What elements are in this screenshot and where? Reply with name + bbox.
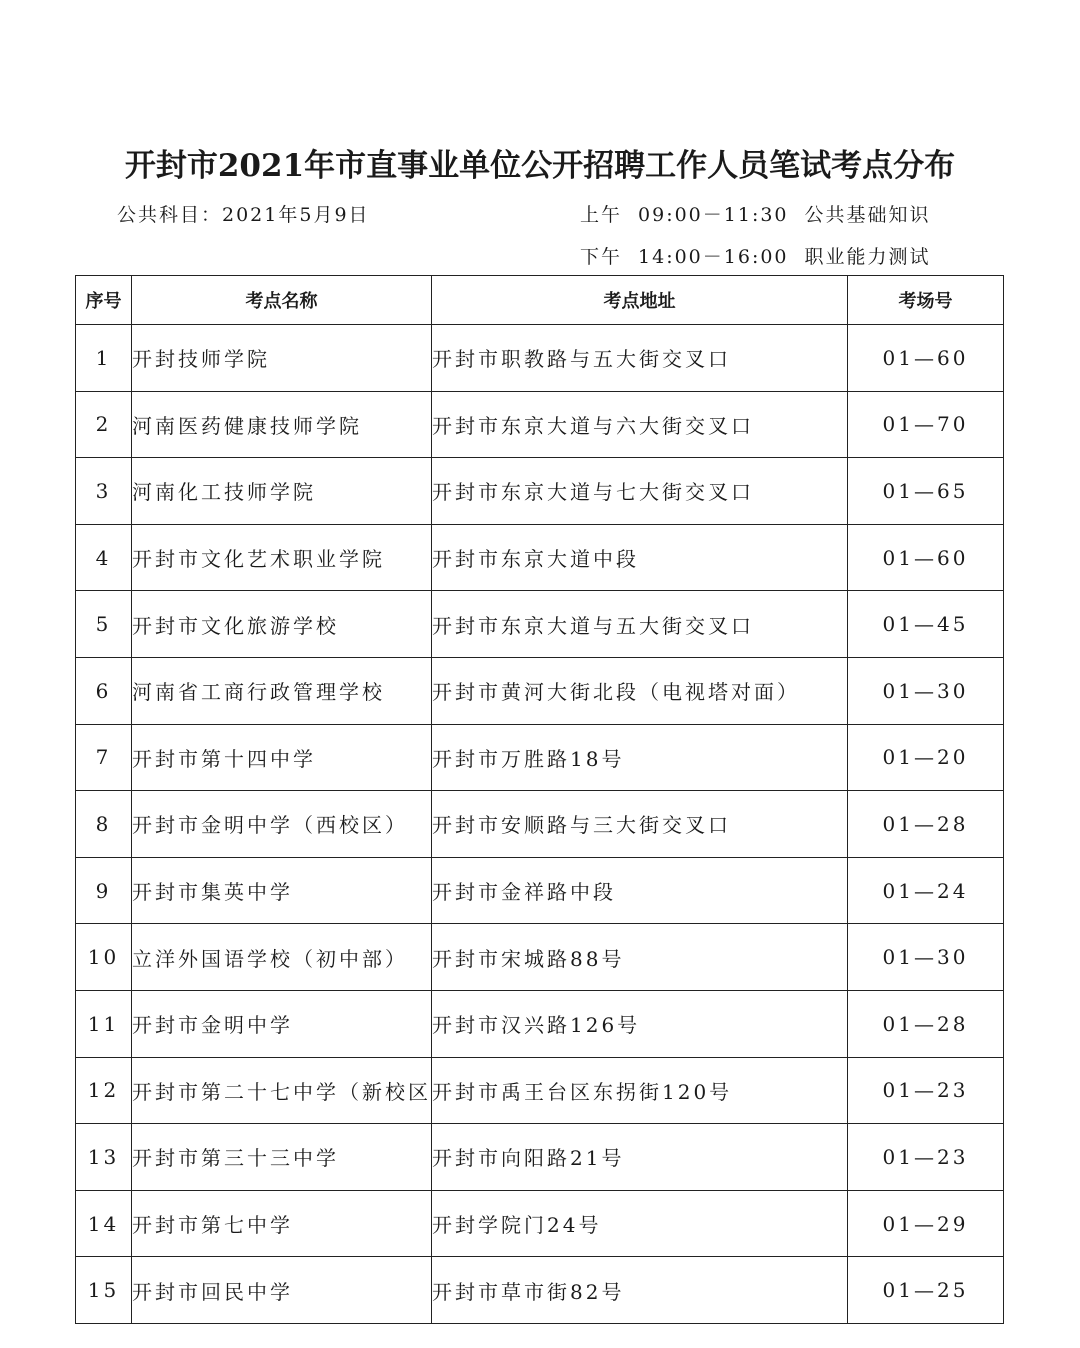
- cell-room-numbers: 01—60: [848, 325, 1004, 392]
- cell-site-address: 开封市东京大道与七大街交叉口: [432, 458, 848, 525]
- cell-room-numbers: 01—30: [848, 657, 1004, 724]
- table-row: [76, 591, 1004, 658]
- cell-site-name: 河南化工技师学院: [132, 458, 432, 525]
- cell-site-name: 河南医药健康技师学院: [132, 391, 432, 458]
- table-row: [76, 524, 1004, 591]
- header-site-name: 考点名称: [132, 276, 432, 325]
- cell-no: 1: [76, 325, 132, 392]
- document-title: 开封市2021年市直事业单位公开招聘工作人员笔试考点分布: [124, 148, 956, 184]
- cell-site-address: 开封市向阳路21号: [432, 1124, 848, 1191]
- session-time: 09:00－11:30: [638, 204, 789, 226]
- cell-site-name: 开封市文化旅游学校: [132, 591, 432, 658]
- cell-room-numbers: 01—60: [848, 524, 1004, 591]
- cell-no: 12: [76, 1057, 132, 1124]
- table-row: [76, 657, 1004, 724]
- cell-site-address: 开封市汉兴路126号: [432, 990, 848, 1057]
- cell-no: 5: [76, 591, 132, 658]
- cell-site-address: 开封市黄河大街北段（电视塔对面）: [432, 657, 848, 724]
- cell-no: 9: [76, 857, 132, 924]
- table-row: [76, 857, 1004, 924]
- cell-room-numbers: 01—23: [848, 1057, 1004, 1124]
- cell-site-name: 开封市第二十七中学（新校区: [132, 1057, 432, 1124]
- cell-site-name: 开封市金明中学: [132, 990, 432, 1057]
- header-room-numbers: 考场号: [848, 276, 1004, 325]
- cell-no: 13: [76, 1124, 132, 1191]
- cell-site-name: 开封市第十四中学: [132, 724, 432, 791]
- cell-site-address: 开封市禹王台区东拐街120号: [432, 1057, 848, 1124]
- session-period: 下午: [580, 246, 623, 268]
- cell-site-address: 开封学院门24号: [432, 1190, 848, 1257]
- cell-no: 10: [76, 924, 132, 991]
- cell-no: 6: [76, 657, 132, 724]
- cell-site-name: 开封市第三十三中学: [132, 1124, 432, 1191]
- table-row: [76, 325, 1004, 392]
- table-row: [76, 924, 1004, 991]
- cell-site-address: 开封市万胜路18号: [432, 724, 848, 791]
- table-body: [76, 325, 1004, 1324]
- session-morning: [580, 200, 931, 227]
- cell-room-numbers: 01—30: [848, 924, 1004, 991]
- cell-site-address: 开封市东京大道与六大街交叉口: [432, 391, 848, 458]
- cell-site-address: 开封市职教路与五大街交叉口: [432, 325, 848, 392]
- cell-site-name: 开封技师学院: [132, 325, 432, 392]
- table-row: [76, 990, 1004, 1057]
- cell-site-name: 立洋外国语学校（初中部）: [132, 924, 432, 991]
- cell-room-numbers: 01—29: [848, 1190, 1004, 1257]
- cell-room-numbers: 01—70: [848, 391, 1004, 458]
- session-time: 14:00－16:00: [638, 246, 789, 268]
- cell-no: 4: [76, 524, 132, 591]
- table-row: [76, 791, 1004, 858]
- table-row: [76, 391, 1004, 458]
- cell-site-address: 开封市安顺路与三大街交叉口: [432, 791, 848, 858]
- session-subject: 职业能力测试: [804, 246, 931, 268]
- cell-room-numbers: 01—28: [848, 791, 1004, 858]
- table-row: [76, 1190, 1004, 1257]
- session-subject: 公共基础知识: [804, 204, 931, 226]
- cell-site-address: 开封市东京大道中段: [432, 524, 848, 591]
- cell-no: 8: [76, 791, 132, 858]
- table-header-row: [76, 276, 1004, 325]
- cell-no: 3: [76, 458, 132, 525]
- cell-site-address: 开封市东京大道与五大街交叉口: [432, 591, 848, 658]
- cell-site-name: 河南省工商行政管理学校: [132, 657, 432, 724]
- cell-room-numbers: 01—24: [848, 857, 1004, 924]
- session-period: 上午: [580, 204, 623, 226]
- cell-site-name: 开封市集英中学: [132, 857, 432, 924]
- table-row: [76, 1257, 1004, 1324]
- cell-site-name: 开封市回民中学: [132, 1257, 432, 1324]
- cell-site-address: 开封市草市街82号: [432, 1257, 848, 1324]
- session-afternoon: [580, 242, 931, 269]
- cell-site-name: 开封市第七中学: [132, 1190, 432, 1257]
- cell-no: 15: [76, 1257, 132, 1324]
- table-row: [76, 1124, 1004, 1191]
- cell-room-numbers: 01—20: [848, 724, 1004, 791]
- cell-no: 7: [76, 724, 132, 791]
- cell-site-name: 开封市文化艺术职业学院: [132, 524, 432, 591]
- cell-no: 11: [76, 990, 132, 1057]
- table-row: [76, 724, 1004, 791]
- exam-subject-date: 公共科目：2021年5月9日: [117, 204, 370, 226]
- cell-room-numbers: 01—28: [848, 990, 1004, 1057]
- table-row: [76, 458, 1004, 525]
- cell-site-address: 开封市宋城路88号: [432, 924, 848, 991]
- cell-room-numbers: 01—65: [848, 458, 1004, 525]
- header-no: 序号: [76, 276, 132, 325]
- table-row: [76, 1057, 1004, 1124]
- cell-room-numbers: 01—25: [848, 1257, 1004, 1324]
- cell-no: 14: [76, 1190, 132, 1257]
- header-site-address: 考点地址: [432, 276, 848, 325]
- cell-site-name: 开封市金明中学（西校区）: [132, 791, 432, 858]
- cell-room-numbers: 01—23: [848, 1124, 1004, 1191]
- cell-site-address: 开封市金祥路中段: [432, 857, 848, 924]
- exam-sites-table: [75, 275, 1004, 1324]
- cell-no: 2: [76, 391, 132, 458]
- cell-room-numbers: 01—45: [848, 591, 1004, 658]
